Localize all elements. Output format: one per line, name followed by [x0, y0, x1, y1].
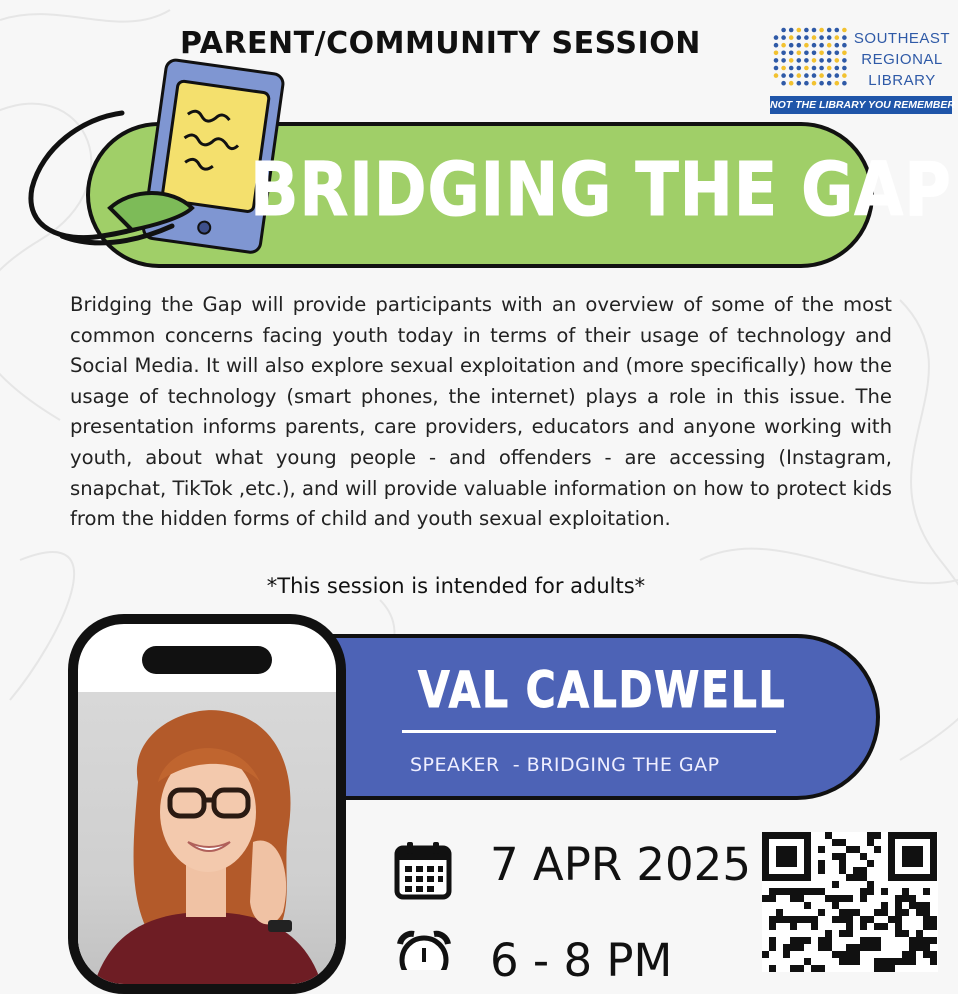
- session-description: Bridging the Gap will provide participants with an overview of some of the most common concerns facing youth today in terms of their usage of technology and Social Media. It will also explore sexual exploitation and (more specifically) how the usage of technology (smart phones, the internet) plays a role in this issue. The presentation informs parents, care providers, educators and anyone working with youth, about what young people - and offenders - are accessing (Instagram, snapchat, TikTok ,etc.), and will provide valuable information on how to protect kids from the hidden forms of child and youth sexual exploitation.: [70, 293, 892, 531]
- library-name-line: LIBRARY: [868, 72, 936, 89]
- speaker-portrait: [78, 692, 336, 994]
- speaker-role: SPEAKER - BRIDGING THE GAP: [410, 754, 720, 776]
- event-time: 6 - 8 PM: [490, 934, 673, 987]
- calendar-icon: [394, 840, 452, 900]
- session-type-heading: PARENT/COMMUNITY SESSION: [180, 26, 701, 61]
- speaker-name: VAL CALDWELL: [418, 661, 787, 719]
- alarm-clock-icon: [394, 930, 454, 970]
- speaker-divider: [402, 730, 776, 733]
- library-name: [852, 28, 952, 91]
- phone-notch: [142, 646, 272, 674]
- dotted-book-icon: [772, 26, 850, 90]
- library-logo: [770, 26, 955, 116]
- event-date: 7 APR 2025: [490, 838, 751, 891]
- speaker-photo: [78, 692, 336, 994]
- library-name-line: SOUTHEAST: [853, 30, 951, 47]
- qr-code[interactable]: [762, 832, 938, 972]
- audience-note: *This session is intended for adults*: [266, 574, 646, 598]
- banner-title: BRIDGING THE GAP: [250, 147, 952, 233]
- library-tagline: NOT THE LIBRARY YOU REMEMBER: [770, 96, 952, 114]
- speaker-phone-frame: [68, 614, 346, 994]
- library-name-line: REGIONAL: [861, 51, 943, 68]
